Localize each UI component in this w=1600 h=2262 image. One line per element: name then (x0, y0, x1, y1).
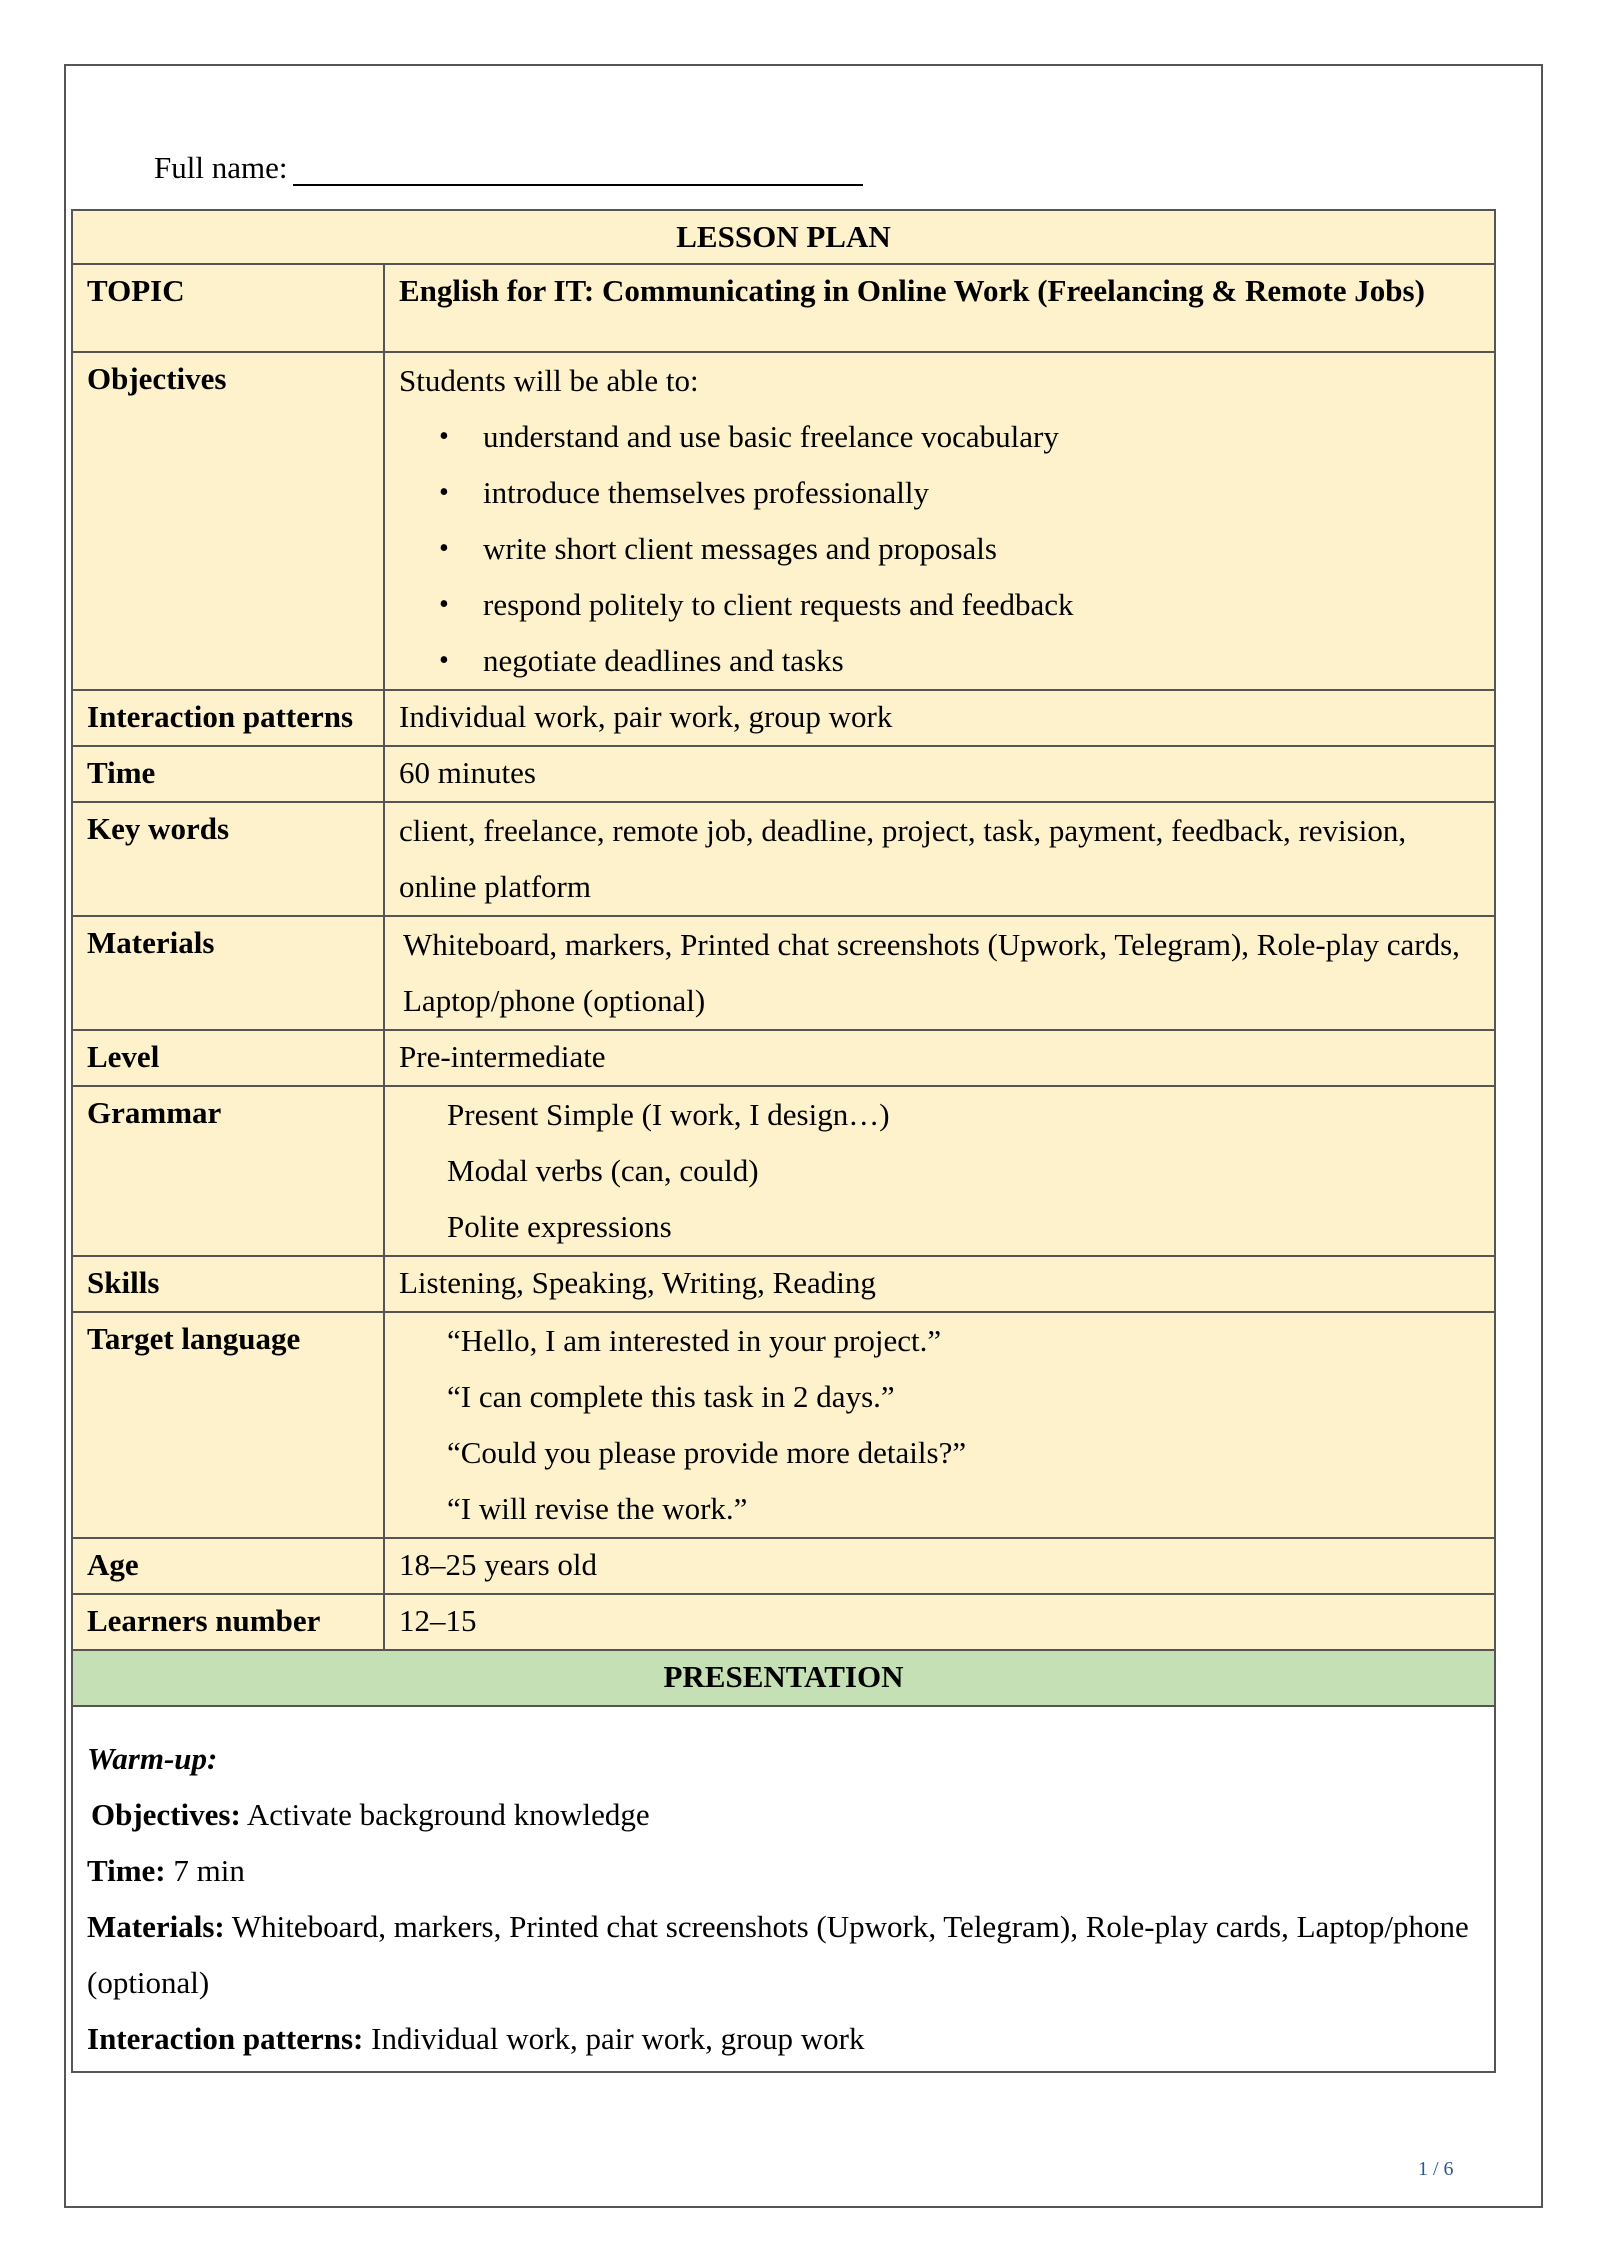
target-language-row (72, 1312, 1495, 1538)
warmup-section (72, 1706, 1495, 2072)
page-number: 1 / 6 (1418, 2158, 1454, 2180)
objectives-cell (384, 352, 1495, 690)
warmup-interaction-label: Interaction patterns: (87, 2021, 364, 2056)
warmup-time (87, 1843, 1480, 1899)
warmup-objectives-label: Objectives: (91, 1797, 241, 1832)
objective-item: • understand and use basic freelance vocabulary (483, 409, 1480, 465)
learners-value: 12–15 (384, 1594, 1495, 1650)
level-value: Pre-intermediate (384, 1030, 1495, 1086)
grammar-item: Polite expressions (447, 1209, 672, 1244)
target-language-item: “I will revise the work.” (447, 1491, 748, 1526)
target-language-item: “Could you please provide more details?” (447, 1435, 967, 1470)
lesson-plan-title-row (72, 210, 1495, 264)
target-language-cell (384, 1312, 1495, 1538)
level-label: Level (72, 1030, 384, 1086)
objective-item: • write short client messages and proposals (483, 521, 1480, 577)
warmup-interaction-value: Individual work, pair work, group work (371, 2021, 865, 2056)
objectives-intro: Students will be able to: (399, 363, 699, 398)
skills-value: Listening, Speaking, Writing, Reading (384, 1256, 1495, 1312)
full-name-label: Full name: (154, 150, 288, 185)
keywords-label: Key words (72, 802, 384, 916)
materials-label: Materials (72, 916, 384, 1030)
objectives-label: Objectives (72, 352, 384, 690)
materials-row (72, 916, 1495, 1030)
time-row (72, 746, 1495, 802)
keywords-row (72, 802, 1495, 916)
age-row (72, 1538, 1495, 1594)
warmup-title: Warm-up: (87, 1741, 218, 1776)
objectives-row (72, 352, 1495, 690)
time-label: Time (72, 746, 384, 802)
skills-row (72, 1256, 1495, 1312)
objective-item: • respond politely to client requests and feedback (483, 577, 1480, 633)
topic-value: English for IT: Communicating in Online Work (Freelancing & Remote Jobs) (384, 264, 1495, 352)
presentation-body-row (72, 1706, 1495, 2072)
lesson-plan-title: LESSON PLAN (72, 210, 1495, 264)
materials-value: Whiteboard, markers, Printed chat screenshots (Upwork, Telegram), Role-play cards, Laptop/phone (optional) (384, 916, 1495, 1030)
interaction-row (72, 690, 1495, 746)
time-value: 60 minutes (384, 746, 1495, 802)
topic-label: TOPIC (72, 264, 384, 352)
warmup-materials-label: Materials: (87, 1909, 225, 1944)
grammar-label: Grammar (72, 1086, 384, 1256)
warmup-time-value: 7 min (173, 1853, 245, 1888)
keywords-value: client, freelance, remote job, deadline, project, task, payment, feedback, revision, online platform (384, 802, 1495, 916)
grammar-cell (384, 1086, 1495, 1256)
topic-row (72, 264, 1495, 352)
target-language-item: “I can complete this task in 2 days.” (447, 1379, 895, 1414)
level-row (72, 1030, 1495, 1086)
grammar-item: Present Simple (I work, I design…) (447, 1097, 890, 1132)
warmup-objectives (87, 1787, 1480, 1843)
warmup-time-label: Time: (87, 1853, 166, 1888)
grammar-row (72, 1086, 1495, 1256)
warmup-objectives-value: Activate background knowledge (246, 1797, 650, 1832)
interaction-value: Individual work, pair work, group work (384, 690, 1495, 746)
interaction-label: Interaction patterns (72, 690, 384, 746)
skills-label: Skills (72, 1256, 384, 1312)
full-name-field (154, 150, 863, 186)
presentation-header-row (72, 1650, 1495, 1706)
objective-item: • negotiate deadlines and tasks (483, 633, 1480, 689)
objectives-list (399, 409, 1480, 689)
target-language-item: “Hello, I am interested in your project.” (447, 1323, 942, 1358)
grammar-item: Modal verbs (can, could) (447, 1153, 759, 1188)
lesson-plan-table (71, 209, 1496, 2073)
full-name-blank-line (293, 154, 863, 186)
age-value: 18–25 years old (384, 1538, 1495, 1594)
objective-item: • introduce themselves professionally (483, 465, 1480, 521)
age-label: Age (72, 1538, 384, 1594)
learners-row (72, 1594, 1495, 1650)
learners-label: Learners number (72, 1594, 384, 1650)
target-language-label: Target language (72, 1312, 384, 1538)
warmup-materials-value: Whiteboard, markers, Printed chat screenshots (Upwork, Telegram), Role-play cards, Laptop/phone (optional) (87, 1909, 1469, 2000)
presentation-title: PRESENTATION (72, 1650, 1495, 1706)
warmup-interaction (87, 2011, 1480, 2067)
warmup-materials (87, 1899, 1480, 2011)
